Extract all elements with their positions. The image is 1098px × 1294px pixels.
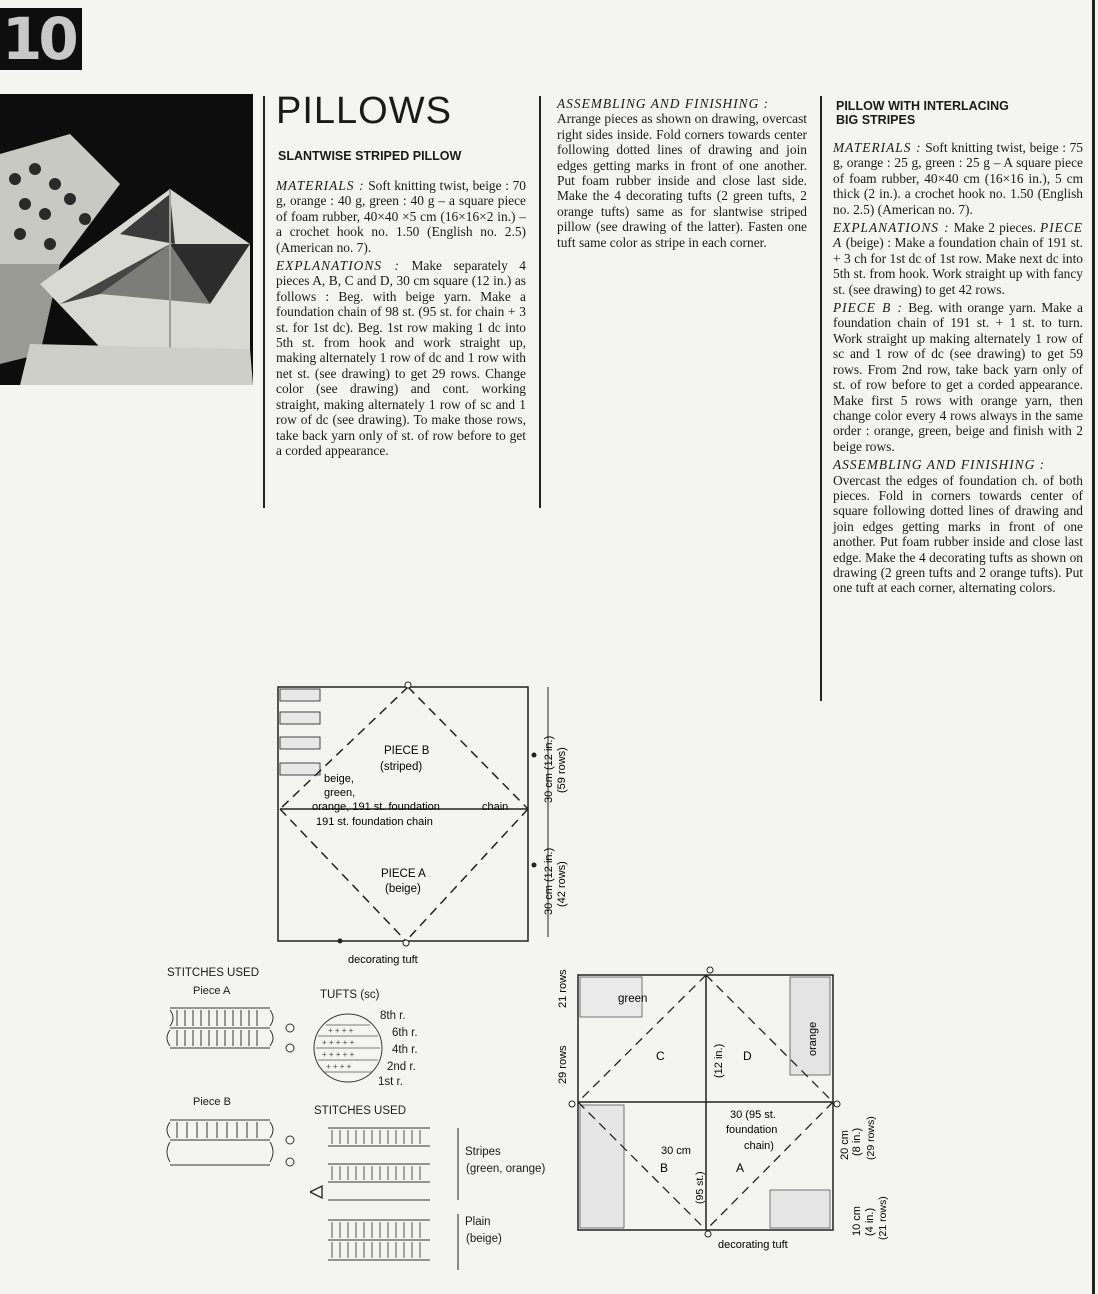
page-number: 10 (0, 8, 82, 70)
materials-text: Soft knitting twist, beige : 75 g, orange : 25 g, green : 25 g – A square piece of foam rubber, 40×40 cm (16×16 in.), 5 cm thick (2 in.). a crochet hook no. 1.50 (English no. 2.5) (American no. 7). (833, 140, 1083, 217)
decorating-tuft-label: decorating tuft (718, 1239, 788, 1251)
column-rule (820, 96, 822, 701)
orange-label: orange (807, 1021, 819, 1056)
piece-a-label: PIECE A (381, 868, 426, 880)
stripes-stitch-chart (310, 1120, 465, 1280)
heading-line: PILLOW WITH INTERLACING (836, 99, 1009, 113)
dim-8in: (8 in.) (851, 1127, 863, 1156)
piece-a-label: PIECE A (833, 220, 1083, 251)
stripes-label: Stripes (465, 1146, 501, 1158)
chain-label: chain (482, 801, 509, 813)
materials-paragraph (276, 178, 526, 255)
piece-c-label: C (656, 1049, 665, 1063)
assembling-text: Overcast the edges of foundation ch. of both pieces. Fold in corners towards center of square following dotted lines of drawing and join edges getting marks in front of one another. Put foam rubber inside and close last edge. Make the 4 decorating tufts as shown on drawing (2 green tufts and 2 orange tufts). Put one tuft at each corner, alternating colors. (833, 472, 1083, 596)
stitches-heading: STITCHES USED (314, 1105, 407, 1117)
svg-text:+ + + + +: + + + + + (322, 1038, 355, 1047)
foundation-label: chain) (744, 1140, 774, 1152)
materials-text: Soft knitting twist, beige : 70 g, orange : 40 g, green : 40 g – a square piece of foam rubber, 40×40 ×5 cm (16×16×2 in.) – a crochet hook no. 1.50 (English no. 2.5) (American no. 7). (276, 178, 526, 255)
dim-21rows: (21 rows) (877, 1196, 889, 1240)
page-edge-rule (1092, 0, 1095, 1294)
piece-a-sub: (beige) (385, 883, 421, 895)
piece-b-text: Beg. with orange yarn. Make a foundation chain of 191 st. + 1 st. to turn. Work straight up making alternately 1 row of sc and 1 row of dc (see drawing) to get 59 rows. From 2nd row, take back yarn only of st. of row before to get a corded appearance. Make first 5 rows with orange yarn, then change color every 4 rows always in the same order : orange, green, beige and finish with 2 beige rows. (833, 300, 1084, 454)
pillows-photo (0, 94, 253, 385)
tufts-heading: TUFTS (sc) (320, 989, 380, 1001)
section-2-text (557, 96, 807, 250)
tuft-row: 2nd r. (387, 1061, 416, 1073)
explanations-label: EXPLANATIONS : (833, 220, 950, 236)
piece-b-label: B (660, 1161, 669, 1175)
dimension-bottom-rows: (42 rows) (556, 861, 568, 907)
piece-b-stitch-chart (165, 1110, 305, 1180)
materials-label: MATERIALS : (833, 140, 922, 155)
dimension-bottom: 30 cm (12 in.) (543, 847, 555, 915)
tuft-row: 1st r. (378, 1076, 403, 1088)
piece-b-label: PIECE B (384, 745, 430, 757)
dimension-top: 30 cm (12 in.) (543, 735, 555, 803)
svg-text:+ + + + +: + + + + + (322, 1050, 355, 1059)
ninety-five-label: (95 st.) (694, 1171, 706, 1204)
foundation-label: 30 (95 st. (730, 1109, 776, 1121)
assembling-label: ASSEMBLING AND FINISHING : (833, 457, 1046, 473)
piece-b-stitch-label: Piece B (193, 1096, 231, 1108)
column-rule (539, 96, 541, 508)
twelve-in-label: (12 in.) (713, 1043, 725, 1078)
tuft-row: 8th r. (380, 1010, 406, 1022)
explanations-text: Make 2 pieces. (953, 220, 1036, 236)
piece-b-paragraph (833, 300, 1083, 454)
beige-label: beige, (324, 773, 354, 785)
green-label: green (618, 993, 648, 1005)
section-heading: SLANTWISE STRIPED PILLOW (278, 149, 462, 163)
section-heading (836, 99, 1009, 127)
piece-a-stitch-label: Piece A (193, 985, 231, 997)
slantwise-pillow-diagram (260, 675, 580, 970)
piece-a-text: (beige) : Make a foundation chain of 191 st. + 3 ch for 1st dc of 1st row. Make next dc into 5th st. from hook. Work straight up with fancy st. (see drawing) to get 42 rows. (833, 235, 1083, 297)
materials-label: MATERIALS : (276, 178, 365, 193)
tuft-row: 4th r. (392, 1044, 418, 1056)
green-label: green, (324, 787, 356, 799)
plain-color: (beige) (466, 1233, 502, 1245)
dim-4in: (4 in.) (864, 1207, 876, 1236)
explanations-label: EXPLANATIONS : (276, 258, 400, 274)
rows-29-label: 29 rows (557, 1045, 569, 1084)
piece-b-label: PIECE B : (833, 300, 903, 316)
svg-text:+ + + +: + + + + (326, 1062, 352, 1071)
piece-a-stitch-chart (165, 998, 305, 1068)
dim-20cm: 20 cm (839, 1130, 851, 1160)
svg-text:+ + + +: + + + + (328, 1026, 354, 1035)
foundation-a-label: 191 st. foundation chain (316, 816, 433, 828)
dim-10cm: 10 cm (851, 1206, 863, 1236)
assembling-text: Arrange pieces as shown on drawing, overcast right sides inside. Fold corners towards center following dotted lines of drawing and join edges getting marks in front of one another. Put foam rubber inside and close last side. Make the 4 decorating tufts (2 green tufts, 2 orange tufts) same as for slantwise striped pillow (see drawing of the latter). Fasten one tuft same color as stripe in each corner. (557, 111, 807, 250)
decorating-tuft-label: decorating tuft (348, 954, 418, 966)
orange-chain-label: orange, 191 st. foundation (312, 801, 440, 813)
section-3-text (833, 140, 1083, 596)
explanations-text: Make separately 4 pieces A, B, C and D, 30 cm square (12 in.) as follows : Beg. with beige yarn. Make a foundation chain of 98 st. (95 st. for chain + 3 st. for 1st dc). Beg. 1st row making 1 dc into 5th st. from hook and work straight up, making alternately 1 row of dc and 1 row with net st. (see drawing) to get 29 rows. Change color (see drawing) and cont. working straight, making alternately 1 row of sc and 1 row of dc (see drawing). To make those rows, take back yarn only of st. of row before to get a corded appearance. (276, 258, 526, 458)
piece-a-label: A (736, 1161, 745, 1175)
explanations-paragraph (833, 220, 1083, 297)
section-1-text (276, 178, 526, 458)
dim-29rows: (29 rows) (865, 1116, 877, 1160)
explanations-paragraph (276, 258, 526, 458)
foundation-label: foundation (726, 1124, 778, 1136)
column-rule (263, 96, 265, 508)
stripes-colors: (green, orange) (466, 1163, 546, 1175)
heading-line: BIG STRIPES (836, 113, 916, 127)
page-title: PILLOWS (276, 90, 452, 132)
thirty-cm-label: 30 cm (661, 1145, 691, 1157)
materials-paragraph (833, 140, 1083, 217)
rows-21-label: 21 rows (557, 969, 569, 1008)
dimension-top-rows: (59 rows) (556, 747, 568, 793)
assembling-label: ASSEMBLING AND FINISHING : (557, 96, 770, 111)
piece-d-label: D (743, 1049, 752, 1063)
tuft-row: 6th r. (392, 1027, 418, 1039)
stitches-heading: STITCHES USED (167, 967, 260, 979)
piece-b-sub: (striped) (380, 761, 423, 773)
plain-label: Plain (465, 1216, 491, 1228)
interlacing-pillow-diagram (540, 960, 895, 1260)
